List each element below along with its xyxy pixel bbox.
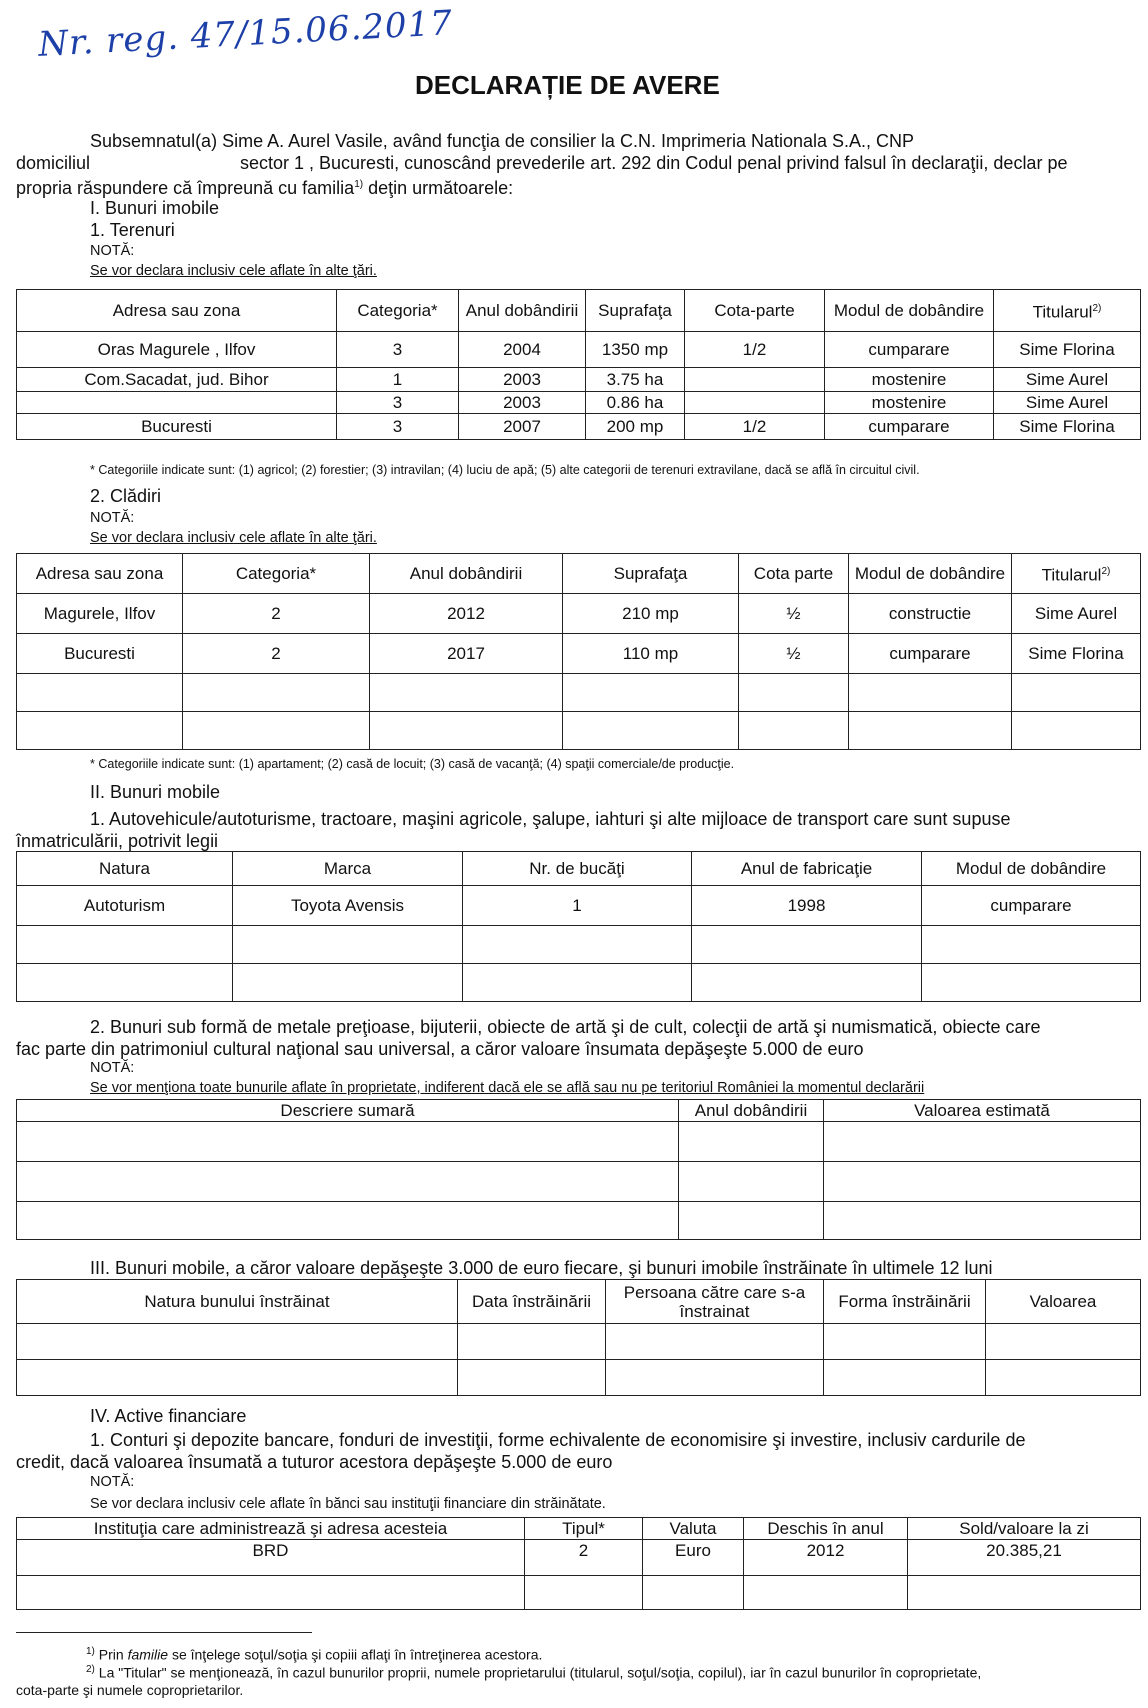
section-1-nota-2: NOTĂ: [90, 510, 135, 526]
cell: BRD [17, 1540, 525, 1576]
cell [17, 1122, 679, 1162]
cell: Sime Aurel [994, 368, 1141, 392]
cell [643, 1576, 744, 1610]
header-titular: Titularul$^{2)}$ [1012, 554, 1141, 594]
header-valoarea: Valoarea [986, 1280, 1141, 1324]
cell [908, 1576, 1141, 1610]
intro-line-1: Subsemnatul(a) Sime A. Aurel Vasile, având funcţia de consilier la C.N. Imprimeria Nationala S.A., CNP [90, 131, 915, 151]
table-header-row [17, 1100, 1141, 1122]
cell: 1/2 [685, 332, 825, 368]
footnote-1: $^{1)}$ Prin familie se înţelege soţul/soţia şi copiii aflaţi în întreţinerea acestora. [86, 1646, 543, 1663]
cell: cumparare [922, 886, 1141, 926]
cell [739, 712, 849, 750]
table-header-row [17, 852, 1141, 886]
cell: Oras Magurele , Ilfov [17, 332, 337, 368]
section-1-sub-1: 1. Terenuri [90, 220, 175, 240]
cladiri-footnote: * Categoriile indicate sunt: (1) apartament; (2) casă de locuit; (3) casă de vacanţă; (4) spaţii comerciale/de producţie. [90, 757, 735, 771]
terenuri-table [16, 289, 1141, 440]
cell: 2007 [459, 414, 586, 440]
cell: cumparare [825, 414, 994, 440]
cell [563, 674, 739, 712]
section-3-heading: III. Bunuri mobile, a căror valoare depăşeşte 3.000 de euro fiecare, şi bunuri imobile înstrăinate în ultimele 12 luni [90, 1258, 993, 1278]
header-persoana: Persoana către care s-a înstrainat [606, 1280, 824, 1324]
terenuri-footnote: * Categoriile indicate sunt: (1) agricol; (2) forestier; (3) intravilan; (4) luciu de apă; (5) alte categorii de terenuri extravilane, dacă se află în circuitul civil. [90, 463, 920, 477]
footnote-2-line-1: $^{2)}$ La "Titular" se menţionează, în cazul bunurilor proprii, numele proprietarului (titularul, soţul/soţia, copilul), iar în cazul bunurilor în coproprietate, [86, 1664, 982, 1681]
cell: Bucuresti [17, 414, 337, 440]
cell: mostenire [825, 368, 994, 392]
cell [525, 1576, 643, 1610]
table-header-row [17, 554, 1141, 594]
header-nr-bucati: Nr. de bucăţi [463, 852, 692, 886]
cell: mostenire [825, 392, 994, 414]
cell: 2012 [744, 1540, 908, 1576]
cell: ½ [739, 634, 849, 674]
section-1-nota-2-text: Se vor declara inclusiv cele aflate în alte ţări. [90, 530, 377, 546]
cell: Euro [643, 1540, 744, 1576]
cell: 1 [337, 368, 459, 392]
header-adresa: Adresa sau zona [17, 554, 183, 594]
header-anul: Anul dobândirii [459, 290, 586, 332]
table-header-row [17, 1518, 1141, 1540]
cell [17, 1360, 458, 1396]
table-header-row [17, 1280, 1141, 1324]
cell: 3 [337, 392, 459, 414]
cell: 1350 mp [586, 332, 685, 368]
cell [1012, 674, 1141, 712]
table-row [17, 1576, 1141, 1610]
header-suprafata: Suprafaţa [586, 290, 685, 332]
cell: Com.Sacadat, jud. Bihor [17, 368, 337, 392]
header-natura: Natura [17, 852, 233, 886]
cell [824, 1360, 986, 1396]
cell: 2003 [459, 368, 586, 392]
cell [824, 1324, 986, 1360]
section-2-heading: II. Bunuri mobile [90, 782, 221, 802]
header-cota: Cota parte [739, 554, 849, 594]
table-row [17, 414, 1141, 440]
cell [692, 926, 922, 964]
header-anul-fabricatie: Anul de fabricaţie [692, 852, 922, 886]
cell [17, 392, 337, 414]
cell: 2004 [459, 332, 586, 368]
cell: 110 mp [563, 634, 739, 674]
cell [824, 1162, 1141, 1202]
cell [183, 712, 370, 750]
cell [370, 674, 563, 712]
header-modul: Modul de dobândire [825, 290, 994, 332]
section-4-heading: IV. Active financiare [90, 1406, 247, 1426]
autovehicule-table [16, 851, 1141, 1002]
cell [679, 1122, 824, 1162]
header-sold: Sold/valoare la zi [908, 1518, 1141, 1540]
header-titular: Titularul$^{2)}$ [994, 290, 1141, 332]
cell [17, 1324, 458, 1360]
cell: 0.86 ha [586, 392, 685, 414]
cell [692, 964, 922, 1002]
section-2-nota: NOTĂ: [90, 1060, 135, 1076]
cell: 2012 [370, 594, 563, 634]
section-2-sub-1-line-1: 1. Autovehicule/autoturisme, tractoare, maşini agricole, şalupe, iahturi şi alte mijloace de transport care sunt supuse [90, 809, 1011, 829]
cell: Sime Florina [1012, 634, 1141, 674]
cladiri-table [16, 553, 1141, 750]
table-row [17, 712, 1141, 750]
cell [606, 1324, 824, 1360]
section-1-nota: NOTĂ: [90, 243, 135, 259]
header-marca: Marca [233, 852, 463, 886]
section-2-sub-1-line-2: înmatriculării, potrivit legii [16, 831, 219, 851]
intro-line-2a: domiciliul [16, 153, 91, 173]
table-row [17, 332, 1141, 368]
document-title: DECLARAȚIE DE AVERE [415, 70, 720, 100]
cell [17, 1576, 525, 1610]
table-row [17, 1202, 1141, 1240]
header-suprafata: Suprafaţa [563, 554, 739, 594]
table-row [17, 1540, 1141, 1576]
cell [463, 926, 692, 964]
cell: 3 [337, 414, 459, 440]
cell [849, 712, 1012, 750]
table-row [17, 1162, 1141, 1202]
section-2-nota-text: Se vor menţiona toate bunurile aflate în proprietate, indiferent dacă ele se află sau nu pe teritoriul României la momentul declarării [90, 1080, 925, 1096]
table-row [17, 886, 1141, 926]
cell: Bucuresti [17, 634, 183, 674]
cell [679, 1202, 824, 1240]
header-data: Data înstrăinării [458, 1280, 606, 1324]
cell [679, 1162, 824, 1202]
header-tipul: Tipul* [525, 1518, 643, 1540]
bunuri-pretioase-table [16, 1099, 1141, 1240]
cell [685, 368, 825, 392]
cell: constructie [849, 594, 1012, 634]
cell: Sime Aurel [994, 392, 1141, 414]
cell: 3.75 ha [586, 368, 685, 392]
cell [17, 674, 183, 712]
cell [685, 392, 825, 414]
cell [233, 926, 463, 964]
section-4-sub-1-line-1: 1. Conturi şi depozite bancare, fonduri de investiţii, forme echivalente de economisire şi investire, inclusiv cardurile de [90, 1430, 1026, 1450]
section-1-heading: I. Bunuri imobile [90, 198, 220, 218]
intro-line-3: propria răspundere că împreună cu familia$^{1)}$ deţin următoarele: [16, 178, 514, 198]
cell: Sime Florina [994, 332, 1141, 368]
cell [744, 1576, 908, 1610]
footnote-2-line-2: cota-parte şi numele coproprietarilor. [16, 1682, 244, 1698]
section-2-sub-2-line-2: fac parte din patrimoniul cultural naţional sau universal, a căror valoare însumata depăşeşte 5.000 de euro [16, 1039, 864, 1059]
cell [458, 1324, 606, 1360]
header-anul: Anul dobândirii [370, 554, 563, 594]
cell: 1/2 [685, 414, 825, 440]
cell [922, 926, 1141, 964]
cell: Autoturism [17, 886, 233, 926]
cell [17, 1202, 679, 1240]
table-row [17, 1324, 1141, 1360]
cell [986, 1360, 1141, 1396]
intro-line-2b: sector 1 , Bucuresti, cunoscând prevederile art. 292 din Codul penal privind falsul în declaraţii, declar pe [240, 153, 1068, 173]
bunuri-instrainate-table [16, 1279, 1141, 1396]
table-row [17, 368, 1141, 392]
cell [458, 1360, 606, 1396]
cell [824, 1202, 1141, 1240]
header-adresa: Adresa sau zona [17, 290, 337, 332]
cell [922, 964, 1141, 1002]
header-cota: Cota-parte [685, 290, 825, 332]
conturi-table [16, 1517, 1141, 1610]
cell [739, 674, 849, 712]
cell [17, 964, 233, 1002]
cell: Sime Aurel [1012, 594, 1141, 634]
cell [233, 964, 463, 1002]
cell [463, 964, 692, 1002]
cell: 1998 [692, 886, 922, 926]
header-valoarea: Valoarea estimată [824, 1100, 1141, 1122]
cell [17, 926, 233, 964]
header-categoria: Categoria* [337, 290, 459, 332]
cell: 200 mp [586, 414, 685, 440]
section-1-sub-2: 2. Clădiri [90, 486, 162, 506]
handwritten-registration-number: Nr. reg. 47/15.06.2017 [37, 3, 454, 65]
table-row [17, 634, 1141, 674]
header-natura-bunului: Natura bunului înstrăinat [17, 1280, 458, 1324]
cell: Toyota Avensis [233, 886, 463, 926]
table-row [17, 1360, 1141, 1396]
cell: 2 [525, 1540, 643, 1576]
header-descriere: Descriere sumară [17, 1100, 679, 1122]
cell [1012, 712, 1141, 750]
header-modul: Modul de dobândire [922, 852, 1141, 886]
cell: 2 [183, 594, 370, 634]
section-2-sub-2-line-1: 2. Bunuri sub formă de metale preţioase, bijuterii, obiecte de artă şi de cult, colecţii de artă şi numismatică, obiecte care [90, 1017, 1041, 1037]
cell [17, 712, 183, 750]
header-institutia: Instituţia care administrează şi adresa acesteia [17, 1518, 525, 1540]
table-row [17, 392, 1141, 414]
table-row [17, 926, 1141, 964]
cell: 20.385,21 [908, 1540, 1141, 1576]
cell: 2 [183, 634, 370, 674]
cell [370, 712, 563, 750]
cell: 2003 [459, 392, 586, 414]
table-row [17, 1122, 1141, 1162]
section-4-nota-text: Se vor declara inclusiv cele aflate în bănci sau instituţii financiare din străinătate. [90, 1496, 606, 1512]
cell: Sime Florina [994, 414, 1141, 440]
cell: 3 [337, 332, 459, 368]
table-row [17, 674, 1141, 712]
section-4-nota: NOTĂ: [90, 1474, 135, 1490]
cell [849, 674, 1012, 712]
cell [606, 1360, 824, 1396]
section-1-nota-text: Se vor declara inclusiv cele aflate în alte ţări. [90, 263, 377, 279]
header-categoria: Categoria* [183, 554, 370, 594]
cell: 210 mp [563, 594, 739, 634]
header-modul: Modul de dobândire [849, 554, 1012, 594]
cell: Magurele, Ilfov [17, 594, 183, 634]
table-header-row [17, 290, 1141, 332]
table-row [17, 594, 1141, 634]
header-valuta: Valuta [643, 1518, 744, 1540]
table-row [17, 964, 1141, 1002]
cell: ½ [739, 594, 849, 634]
header-anul: Anul dobândirii [679, 1100, 824, 1122]
cell [824, 1122, 1141, 1162]
cell [986, 1324, 1141, 1360]
header-forma: Forma înstrăinării [824, 1280, 986, 1324]
section-4-sub-1-line-2: credit, dacă valoarea însumată a tuturor acestora depăşeşte 5.000 de euro [16, 1452, 613, 1472]
footnote-separator [16, 1632, 312, 1633]
cell [17, 1162, 679, 1202]
cell: cumparare [825, 332, 994, 368]
header-deschis: Deschis în anul [744, 1518, 908, 1540]
cell: cumparare [849, 634, 1012, 674]
cell [183, 674, 370, 712]
cell: 1 [463, 886, 692, 926]
cell: 2017 [370, 634, 563, 674]
cell [563, 712, 739, 750]
